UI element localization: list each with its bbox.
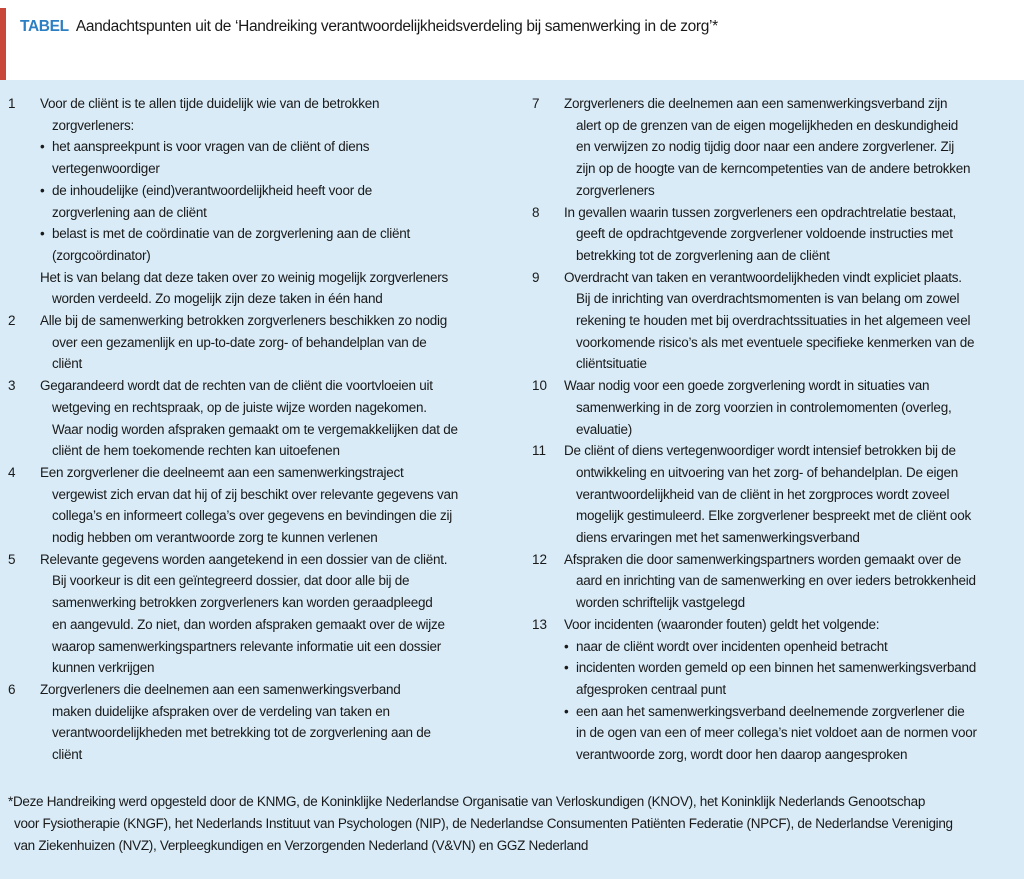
text-line (564, 93, 1016, 115)
item-number: 1 (8, 96, 16, 111)
bullet-line (564, 657, 1016, 679)
line-text: Bij de inrichting van overdrachtsmomenten is van belang om zowel (576, 291, 960, 307)
line-text: verantwoordelijkheid van de cliënt in het zorgproces wordt zoveel (576, 486, 950, 502)
text-line (564, 180, 1016, 202)
line-text: incidenten worden gemeld op een binnen het samenwerkingsverband (576, 660, 977, 676)
list-item (8, 679, 498, 766)
text-line (564, 397, 1016, 419)
text-line (564, 549, 1016, 571)
line-text: kunnen verkrijgen (52, 660, 155, 676)
line-text: maken duidelijke afspraken over de verdeling van taken en (52, 703, 390, 719)
table-body (0, 80, 1024, 879)
list-item (532, 202, 1016, 267)
list-item (532, 267, 1016, 376)
item-body (564, 614, 1016, 766)
bullet-line (40, 223, 498, 245)
text-line (564, 614, 1016, 636)
bullet-line (40, 180, 498, 202)
item-body (40, 310, 498, 375)
line-text: (zorgcoördinator) (52, 247, 151, 263)
text-line (564, 484, 1016, 506)
line-text: Relevante gegevens worden aangetekend in een dossier van de cliënt. (40, 551, 448, 567)
item-number: 4 (8, 464, 16, 480)
line-text: wetgeving en rechtspraak, op de juiste wijze worden nagekomen. (52, 399, 427, 415)
bullet-line (40, 136, 498, 158)
line-text: Gegarandeerd wordt dat de rechten van de cliënt die voortvloeien uit (40, 378, 433, 394)
right-column (532, 93, 1016, 766)
text-line (40, 484, 498, 506)
text-line (40, 332, 498, 354)
item-body (564, 267, 1016, 376)
line-text: Zorgverleners die deelnemen aan een samenwerkingsverband (40, 681, 401, 697)
text-line (564, 310, 1016, 332)
line-text: zorgverleners (576, 182, 655, 198)
table-header (0, 0, 1024, 80)
text-line (564, 158, 1016, 180)
item-body (40, 679, 498, 766)
accent-bar (0, 8, 6, 80)
text-line (40, 614, 498, 636)
item-body (564, 549, 1016, 614)
list-item (8, 93, 498, 310)
item-number: 13 (532, 616, 548, 632)
item-body (40, 375, 498, 462)
text-line (40, 701, 498, 723)
text-line (40, 657, 498, 679)
line-text: de inhoudelijke (eind)verantwoordelijkheid heeft voor de (52, 182, 372, 198)
line-text: Het is van belang dat deze taken over zo weinig mogelijk zorgverleners (40, 269, 448, 285)
text-line (564, 115, 1016, 137)
line-text: cliënt (52, 356, 83, 372)
item-body (564, 202, 1016, 267)
text-line (40, 310, 498, 332)
item-number: 11 (532, 443, 547, 459)
line-text: Afspraken die door samenwerkingspartners worden gemaakt over de (564, 551, 961, 567)
item-number: 5 (8, 551, 16, 567)
line-text: rekening te houden met bij overdrachtssituaties in het algemeen veel (576, 313, 971, 329)
list-item (8, 375, 498, 462)
line-text: voorkomende risico’s als met eventuele specifieke kenmerken van de (576, 334, 975, 350)
text-line (40, 245, 498, 267)
line-text: zijn op de hoogte van de kerncompetenties van de andere betrokken (576, 161, 971, 177)
text-line (40, 722, 498, 744)
line-text: alert op de grenzen van de eigen mogelijkheden en deskundigheid (576, 117, 959, 133)
text-line (564, 744, 1016, 766)
line-text: ontwikkeling en uitvoering van het zorg- of behandelplan. De eigen (576, 464, 959, 480)
list-item (532, 375, 1016, 440)
line-text: belast is met de coördinatie van de zorgverlening aan de cliënt (52, 226, 410, 242)
line-text: evaluatie) (576, 421, 633, 437)
text-line (564, 505, 1016, 527)
line-text: In gevallen waarin tussen zorgverleners een opdrachtrelatie bestaat, (564, 204, 956, 220)
bullet-line (564, 701, 1016, 723)
table-caption (20, 16, 718, 38)
line-text: verantwoorde zorg, wordt door hen daarop aangesproken (576, 747, 908, 763)
line-text: en aangevuld. Zo niet, dan worden afspraken gemaakt over de wijze (52, 616, 445, 632)
text-line (564, 440, 1016, 462)
line-text: Voor incidenten (waaronder fouten) geldt het volgende: (564, 616, 880, 632)
text-line (40, 744, 498, 766)
line-text: en verwijzen zo nodig tijdig door naar een andere zorgverlener. Zij (576, 139, 954, 155)
tabel-label: TABEL (20, 18, 69, 35)
line-text: naar de cliënt wordt over incidenten openheid betracht (576, 638, 888, 654)
line-text: in de ogen van een of meer collega’s niet voldoet aan de normen voor (576, 725, 977, 741)
line-text: zorgverleners: (52, 117, 135, 133)
text-line (40, 158, 498, 180)
list-item (8, 462, 498, 549)
text-line (40, 202, 498, 224)
text-line (564, 722, 1016, 744)
text-line (564, 136, 1016, 158)
line-text: nodig hebben om verantwoorde zorg te kunnen verlenen (52, 530, 378, 546)
text-line (40, 353, 498, 375)
text-line (564, 223, 1016, 245)
line-text: cliëntsituatie (576, 356, 647, 372)
text-line (564, 267, 1016, 289)
text-line (564, 462, 1016, 484)
line-text: mogelijk gestimuleerd. Elke zorgverlener bespreekt met de cliënt ook (576, 508, 971, 524)
text-line (564, 570, 1016, 592)
line-text: samenwerking betrokken zorgverleners kan worden geraadpleegd (52, 595, 433, 611)
line-text: De cliënt of diens vertegenwoordiger wordt intensief betrokken bij de (564, 443, 956, 459)
line-text: het aanspreekpunt is voor vragen van de cliënt of diens (52, 139, 370, 155)
line-text: vergewist zich ervan dat hij of zij beschikt over relevante gegevens van (52, 486, 458, 502)
item-body (564, 375, 1016, 440)
line-text: Een zorgverlener die deelneemt aan een samenwerkingstraject (40, 464, 404, 480)
text-line (564, 679, 1016, 701)
item-number: 8 (532, 204, 540, 220)
line-text: Waar nodig voor een goede zorgverlening wordt in situaties van (564, 378, 930, 394)
list-item (532, 614, 1016, 766)
list-item (532, 93, 1016, 202)
item-number: 3 (8, 378, 16, 394)
text-line (40, 527, 498, 549)
line-text: over een gezamenlijk en up-to-date zorg- of behandelplan van de (52, 334, 427, 350)
item-number: 12 (532, 551, 548, 567)
list-item (8, 549, 498, 679)
line-text: Alle bij de samenwerking betrokken zorgverleners beschikken zo nodig (40, 313, 447, 329)
text-line (40, 288, 498, 310)
item-number: 2 (8, 313, 16, 329)
table-title: Aandachtspunten uit de ‘Handreiking verantwoordelijkheidsverdeling bij samenwerking in de zorg’* (75, 18, 718, 35)
text-line (40, 549, 498, 571)
text-line (564, 419, 1016, 441)
line-text: samenwerking in de zorg voorzien in controlemomenten (overleg, (576, 399, 952, 415)
text-line (564, 332, 1016, 354)
text-line (40, 93, 498, 115)
text-line (564, 527, 1016, 549)
line-text: worden schriftelijk vastgelegd (576, 595, 745, 611)
left-column (8, 93, 498, 766)
line-text: vertegenwoordiger (52, 161, 160, 177)
line-text: afgesproken centraal punt (576, 681, 726, 697)
item-number: 7 (532, 96, 540, 111)
text-line (40, 397, 498, 419)
text-line (40, 592, 498, 614)
text-line (40, 267, 498, 289)
line-text: waarop samenwerkingspartners relevante informatie uit een dossier (52, 638, 441, 654)
text-line (40, 115, 498, 137)
text-line (40, 505, 498, 527)
line-text: cliënt (52, 747, 83, 763)
list-item (532, 440, 1016, 549)
item-number: 9 (532, 269, 540, 285)
list-item (8, 310, 498, 375)
text-line (564, 353, 1016, 375)
line-text: worden verdeeld. Zo mogelijk zijn deze taken in één hand (52, 291, 383, 307)
line-text: verantwoordelijkheden met betrekking tot de zorgverlening aan de (52, 725, 431, 741)
text-line (40, 570, 498, 592)
text-line (564, 202, 1016, 224)
line-text: cliënt de hem toekomende rechten kan uitoefenen (52, 443, 340, 459)
text-line (40, 375, 498, 397)
text-line (40, 636, 498, 658)
footnote-line: voor Fysiotherapie (KNGF), het Nederlands Instituut van Psychologen (NIP), de Nederlandse Consumenten Patiënten Federatie (NPCF), de Nederlandse Vereniging (14, 816, 953, 831)
line-text: zorgverlening aan de cliënt (52, 204, 207, 220)
line-text: Voor de cliënt is te allen tijde duidelijk wie van de betrokken (40, 96, 380, 111)
bullet-line (564, 636, 1016, 658)
text-line (40, 440, 498, 462)
footnote (8, 791, 1018, 857)
footnote-line: van Ziekenhuizen (NVZ), Verpleegkundigen en Verzorgenden Nederland (V&VN) en GGZ Nederland (14, 838, 589, 853)
text-line (40, 679, 498, 701)
text-line (564, 245, 1016, 267)
item-body (40, 549, 498, 679)
item-body (564, 93, 1016, 202)
line-text: geeft de opdrachtgevende zorgverlener voldoende instructies met (576, 226, 953, 242)
item-body (40, 93, 498, 310)
line-text: collega’s en informeert collega’s over gegevens en bevindingen die zij (52, 508, 453, 524)
text-line (564, 288, 1016, 310)
line-text: een aan het samenwerkingsverband deelnemende zorgverlener die (576, 703, 965, 719)
text-line (564, 375, 1016, 397)
item-body (40, 462, 498, 549)
list-item (532, 549, 1016, 614)
line-text: Overdracht van taken en verantwoordelijkheden vindt expliciet plaats. (564, 269, 962, 285)
line-text: betrekking tot de zorgverlening aan de cliënt (576, 247, 830, 263)
item-number: 6 (8, 681, 16, 697)
line-text: aard en inrichting van de samenwerking en over ieders betrokkenheid (576, 573, 976, 589)
line-text: Zorgverleners die deelnemen aan een samenwerkingsverband zijn (564, 96, 948, 111)
text-line (564, 592, 1016, 614)
item-number: 10 (532, 378, 548, 394)
line-text: diens ervaringen met het samenwerkingsverband (576, 530, 860, 546)
text-line (40, 419, 498, 441)
item-body (564, 440, 1016, 549)
line-text: Bij voorkeur is dit een geïntegreerd dossier, dat door alle bij de (52, 573, 410, 589)
line-text: Waar nodig worden afspraken gemaakt om te vergemakkelijken dat de (52, 421, 458, 437)
footnote-line: *Deze Handreiking werd opgesteld door de KNMG, de Koninklijke Nederlandse Organisatie van Verloskundigen (KNOV), het Koninklijk Nederlands Genootschap (8, 794, 926, 809)
text-line (40, 462, 498, 484)
